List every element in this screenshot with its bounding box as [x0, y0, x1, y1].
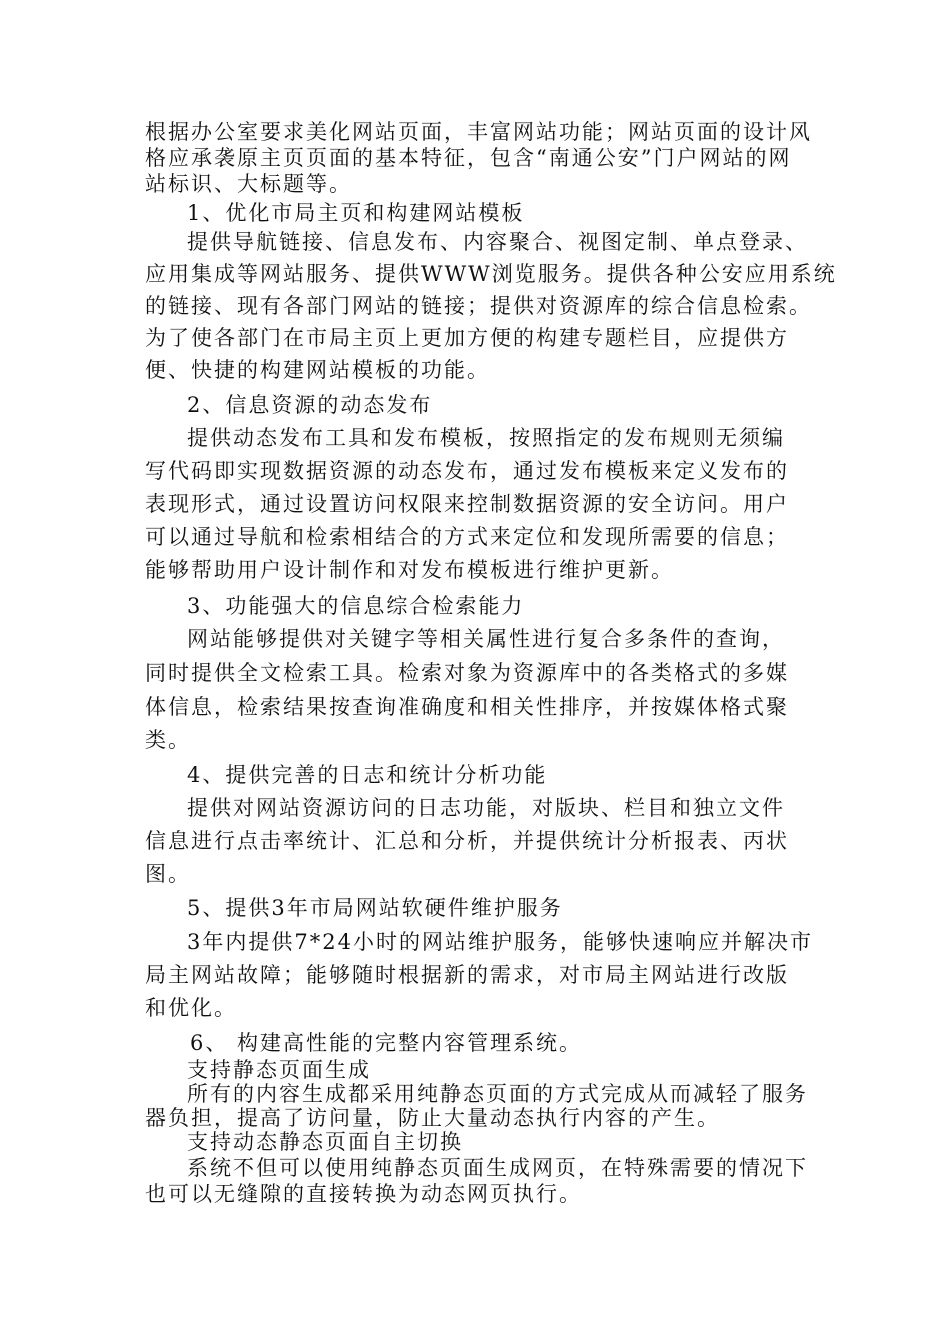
section-6-heading: 6、 构建高性能的完整内容管理系统。 — [190, 1031, 583, 1055]
subheading: 支持静态页面生成 — [187, 1058, 371, 1082]
paragraph-line: 写代码即实现数据资源的动态发布，通过发布模板来定义发布的 — [145, 459, 789, 483]
intro-line: 格应承袭原主页页面的基本特征，包含“南通公安”门户网站的网 — [145, 146, 792, 170]
paragraph-line: 为了使各部门在市局主页上更加方便的构建专题栏目，应提供方 — [145, 326, 789, 350]
paragraph-line: 类。 — [145, 728, 191, 752]
paragraph-line: 局主网站故障；能够随时根据新的需求，对市局主网站进行改版 — [145, 963, 789, 987]
paragraph-line: 提供对网站资源访问的日志功能，对版块、栏目和独立文件 — [187, 796, 785, 820]
paragraph-line: 便、快捷的构建网站模板的功能。 — [145, 358, 490, 382]
paragraph-line: 也可以无缝隙的直接转换为动态网页执行。 — [145, 1182, 582, 1206]
paragraph-line: 图。 — [145, 862, 191, 886]
paragraph-line: 系统不但可以使用纯静态页面生成网页，在特殊需要的情况下 — [187, 1156, 808, 1180]
paragraph-line: 可以通过导航和检索相结合的方式来定位和发现所需要的信息； — [145, 525, 789, 549]
paragraph-line: 3年内提供7*24小时的网站维护服务，能够快速响应并解决市 — [187, 930, 813, 954]
paragraph-line: 所有的内容生成都采用纯静态页面的方式完成从而减轻了服务 — [187, 1082, 808, 1106]
paragraph-line: 信息进行点击率统计、汇总和分析，并提供统计分析报表、丙状 — [145, 829, 789, 853]
intro-line: 站标识、大标题等。 — [145, 172, 352, 196]
section-1-heading: 1、优化市局主页和构建网站模板 — [187, 201, 525, 225]
section-2-heading: 2、信息资源的动态发布 — [187, 393, 433, 417]
subheading: 支持动态静态页面自主切换 — [187, 1130, 463, 1154]
paragraph-line: 能够帮助用户设计制作和对发布模板进行维护更新。 — [145, 558, 674, 582]
paragraph-line: 表现形式，通过设置访问权限来控制数据资源的安全访问。用户 — [145, 492, 789, 516]
paragraph-line: 提供动态发布工具和发布模板，按照指定的发布规则无须编 — [187, 426, 785, 450]
paragraph-line: 应用集成等网站服务、提供WWW浏览服务。提供各种公安应用系统 — [145, 262, 837, 286]
section-4-heading: 4、提供完善的日志和统计分析功能 — [187, 763, 548, 787]
paragraph-line: 器负担，提高了访问量，防止大量动态执行内容的产生。 — [145, 1106, 720, 1130]
section-5-heading: 5、提供3年市局网站软硬件维护服务 — [187, 896, 563, 920]
paragraph-line: 体信息，检索结果按查询准确度和相关性排序，并按媒体格式聚 — [145, 695, 789, 719]
paragraph-line: 网站能够提供对关键字等相关属性进行复合多条件的查询， — [187, 627, 785, 651]
paragraph-line: 的链接、现有各部门网站的链接；提供对资源库的综合信息检索。 — [145, 294, 812, 318]
paragraph-line: 提供导航链接、信息发布、内容聚合、视图定制、单点登录、 — [187, 230, 808, 254]
section-3-heading: 3、功能强大的信息综合检索能力 — [187, 594, 525, 618]
paragraph-line: 同时提供全文检索工具。检索对象为资源库中的各类格式的多媒 — [145, 661, 789, 685]
paragraph-line: 和优化。 — [145, 996, 237, 1020]
intro-line: 根据办公室要求美化网站页面，丰富网站功能；网站页面的设计风 — [145, 120, 812, 144]
